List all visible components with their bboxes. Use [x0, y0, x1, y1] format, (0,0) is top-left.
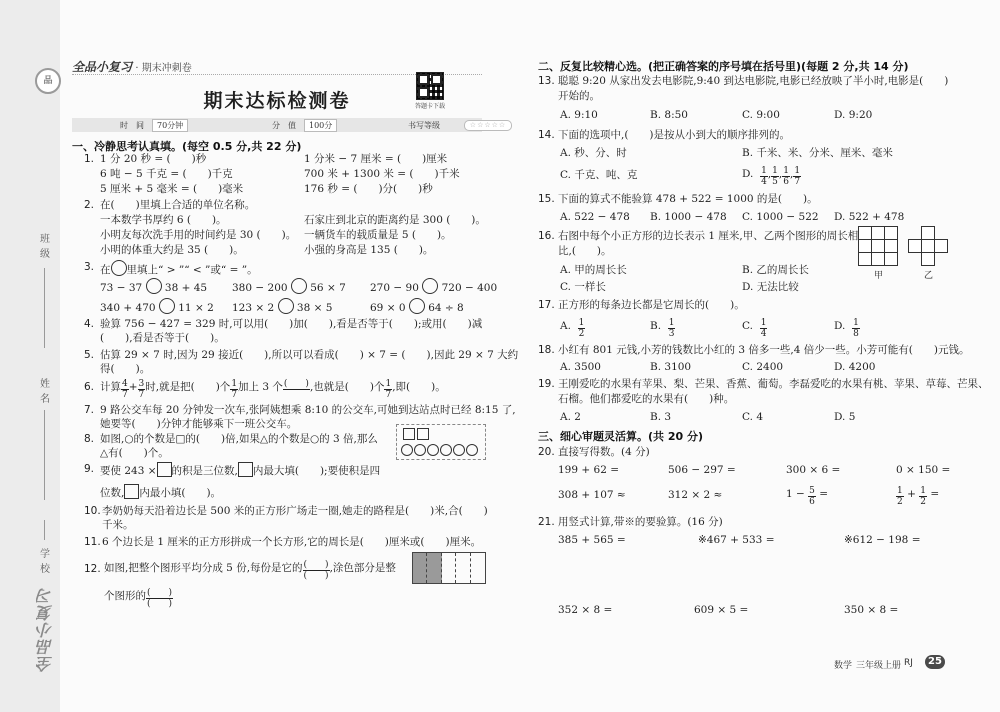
- score-label: 分 值: [272, 121, 296, 130]
- q12-b: 个图形的 $\frac{( )}{( )}$: [104, 588, 173, 609]
- square-blank-icon: [157, 462, 172, 477]
- q18-opt-b: B. 3100: [650, 361, 692, 373]
- section1-title: 一、冷静思考认真填。(每空 0.5 分,共 22 分): [72, 140, 302, 153]
- q1-f: 176 秒 = ( )分( )秒: [304, 183, 433, 195]
- circle-icon: [401, 444, 413, 456]
- q2-f: 小强的身高是 135 ( )。: [304, 244, 434, 256]
- q16-b: 比,( )。: [558, 245, 612, 257]
- exam-info-bar: [72, 118, 507, 132]
- q7-number: 7.: [84, 404, 95, 416]
- q20-r2-3: $\frac{1}{2}$ + $\frac{1}{2}$ =: [897, 486, 940, 507]
- q5-b: 得( )。: [100, 363, 151, 375]
- q12-figure: [412, 552, 486, 584]
- square-blank-icon: [238, 462, 253, 477]
- q2-number: 2.: [84, 199, 95, 211]
- q15-number: 15.: [538, 193, 555, 205]
- q19-opt-d: D. 5: [834, 411, 856, 423]
- circle-icon: [414, 444, 426, 456]
- q8-number: 8.: [84, 433, 95, 445]
- q9-a: 要使 243 × 的积是三位数, 内最大填( );要使积是四: [100, 462, 380, 478]
- q16-figure-yi-label: 乙: [924, 271, 934, 281]
- time-label: 时 间: [120, 121, 144, 130]
- q13-a: 聪聪 9:20 从家出发去电影院,9:40 到达电影院,电影已经放映了半小时,电影是( ): [558, 75, 949, 87]
- q21-number: 21.: [538, 516, 555, 528]
- grade-label: 书写等级: [408, 121, 440, 130]
- q10-number: 10.: [84, 505, 101, 517]
- q7-a: 9 路公交车每 20 分钟发一次车,张阿姨想乘 8:10 的公交车,可她到达站点时已经 8:15 了,: [100, 404, 516, 416]
- circle-blank-icon: [422, 278, 438, 294]
- q3-number: 3.: [84, 261, 95, 273]
- q16-opt-d: D. 无法比较: [742, 281, 799, 293]
- exam-title: 期末达标检测卷: [203, 90, 351, 112]
- q21-r2-0: 352 × 8 =: [558, 604, 613, 616]
- q8-a: 如图,○的个数是□的( )倍,如果△的个数是○的 3 倍,那么: [100, 433, 378, 445]
- circle-blank-icon: [278, 298, 294, 314]
- q17-opt-c: C. $\frac{1}{4}$: [742, 318, 767, 339]
- q21-a: 用竖式计算,带※的要验算。(16 分): [558, 516, 723, 528]
- q15-opt-a: A. 522 − 478: [560, 211, 630, 223]
- q16-a: 右图中每个小正方形的边长表示 1 厘米,甲、乙两个图形的周长相: [558, 230, 859, 242]
- writing-grade-stars-icon: ☆☆☆☆☆: [464, 120, 512, 131]
- q19-opt-a: A. 2: [560, 411, 581, 423]
- q19-number: 19.: [538, 378, 555, 390]
- logo-badge: 品: [35, 68, 61, 94]
- score-value: 100分: [304, 119, 337, 132]
- q19-opt-b: B. 3: [650, 411, 672, 423]
- q8-figure: [396, 424, 486, 460]
- q20-r1-3: 0 × 150 =: [896, 464, 951, 476]
- q2-lead: 在( )里填上合适的单位名称。: [100, 199, 256, 211]
- q17-opt-d: D. $\frac{1}{8}$: [834, 318, 859, 339]
- q12-number: 12.: [84, 563, 101, 575]
- q2-e: 小明的体重大约是 35 ( )。: [100, 244, 244, 256]
- side-class-line: [44, 268, 45, 348]
- q1-number: 1.: [84, 153, 95, 165]
- q21-r1-1: ※467 + 533 =: [698, 534, 775, 546]
- q3-lead: 在 里填上“ > ”“ < ”或“ = ”。: [100, 260, 258, 277]
- q3-row2b: 123 × 2 38 × 5: [232, 298, 332, 315]
- q5-number: 5.: [84, 349, 95, 361]
- q6-number: 6.: [84, 381, 95, 393]
- circle-icon: [440, 444, 452, 456]
- q20-r1-0: 199 + 62 =: [558, 464, 620, 476]
- q19-b: 石榴。他们都爱吃的水果有( )种。: [558, 393, 735, 405]
- q1-c: 6 吨 − 5 千克 = ( )千克: [100, 168, 233, 180]
- side-name-line: [44, 410, 45, 500]
- q14-number: 14.: [538, 129, 555, 141]
- square-icon: [403, 428, 415, 440]
- q2-a: 一本数学书厚约 6 ( )。: [100, 214, 227, 226]
- q3-row2a: 340 + 470 11 × 2: [100, 298, 214, 315]
- q8-b: △有( )个。: [100, 447, 169, 459]
- footer-edition: RJ: [904, 658, 913, 668]
- q2-b: 石家庄到北京的距离约是 300 ( )。: [304, 214, 486, 226]
- q20-r2-1: 312 × 2 ≈: [668, 489, 723, 501]
- q15-a: 下面的算式不能验算 478 + 522 = 1000 的是( )。: [558, 193, 818, 205]
- q14-opt-d: D. $\frac{1}{4}$ , $\frac{1}{5}$ , $\frac{1}{6}$ , $\frac{1}{7}$: [742, 166, 801, 187]
- q4-number: 4.: [84, 318, 95, 330]
- q16-number: 16.: [538, 230, 555, 242]
- q18-a: 小红有 801 元钱,小芳的钱数比小红的 3 倍多一些,4 倍少一些。小芳可能有( )元钱。: [558, 344, 970, 356]
- circle-blank-icon: [291, 278, 307, 294]
- header-subtitle: · 期末冲刺卷: [135, 63, 192, 74]
- q6-text: 计算 $\frac{4}{7}$ + $\frac{3}{7}$ 时,就是把( )个 $\frac{1}{7}$ 加上 3 个 ( ) ,也就是( )个 $\frac{1}{7}$ ,即( )。: [100, 379, 446, 400]
- circle-blank-icon: [146, 278, 162, 294]
- q13-opt-a: A. 9:10: [560, 109, 598, 121]
- q11-number: 11.: [84, 536, 101, 548]
- circle-blank-icon: [159, 298, 175, 314]
- binding-margin: [0, 0, 60, 712]
- q16-opt-b: B. 乙的周长长: [742, 264, 809, 276]
- q20-r2-2: 1 − $\frac{5}{6}$ =: [786, 486, 829, 507]
- q14-opt-a: A. 秒、分、时: [560, 147, 627, 159]
- q14-opt-b: B. 千米、米、分米、厘米、毫米: [742, 147, 893, 159]
- qr-code-icon: [416, 72, 444, 100]
- circle-icon: [427, 444, 439, 456]
- circle-icon: [453, 444, 465, 456]
- q16-figure-yi: [908, 226, 948, 266]
- side-class-label: 班级: [40, 234, 50, 260]
- section2-title: 二、反复比较精心选。(把正确答案的序号填在括号里)(每题 2 分,共 14 分): [538, 60, 909, 73]
- q7-b: 她要等( )分钟才能够乘下一班公交车。: [100, 418, 298, 430]
- q21-r1-0: 385 + 565 =: [558, 534, 626, 546]
- page-number: 25: [925, 655, 945, 669]
- section3-title: 三、细心审题灵活算。(共 20 分): [538, 430, 704, 443]
- footer-subject: 数学: [834, 661, 853, 671]
- qr-caption: 答题卡下载: [414, 103, 445, 110]
- circle-icon: [466, 444, 478, 456]
- q14-opt-c: C. 千克、吨、克: [560, 169, 638, 181]
- q2-d: 一辆货车的载质量是 5 ( )。: [304, 229, 452, 241]
- q21-r2-2: 350 × 8 =: [844, 604, 899, 616]
- q13-b: 开始的。: [558, 90, 600, 102]
- brand-logo-text: 全品小复习: [72, 60, 133, 74]
- side-school-line: [44, 520, 45, 540]
- q16-opt-c: C. 一样长: [560, 281, 606, 293]
- circle-blank-icon: [111, 260, 127, 276]
- q19-opt-c: C. 4: [742, 411, 764, 423]
- q18-opt-d: D. 4200: [834, 361, 876, 373]
- q13-opt-b: B. 8:50: [650, 109, 688, 121]
- q20-a: 直接写得数。(4 分): [558, 446, 650, 458]
- q3-row2c: 69 × 0 64 ÷ 8: [370, 298, 464, 315]
- q9-number: 9.: [84, 463, 95, 475]
- time-value: 70分钟: [152, 119, 188, 132]
- side-school-label: 学校: [40, 549, 50, 575]
- side-name-label: 姓名: [40, 379, 50, 405]
- q21-r1-2: ※612 − 198 =: [844, 534, 921, 546]
- q1-d: 700 米 + 1300 米 = ( )千米: [304, 168, 460, 180]
- square-icon: [417, 428, 429, 440]
- q20-r1-2: 300 × 6 =: [786, 464, 841, 476]
- square-blank-icon: [124, 484, 139, 499]
- q17-number: 17.: [538, 299, 555, 311]
- q16-figure-jia: [858, 226, 898, 266]
- q2-c: 小明友每次洗手用的时间约是 30 ( )。: [100, 229, 297, 241]
- q13-opt-d: D. 9:20: [834, 109, 873, 121]
- q3-row1c: 270 − 90 720 − 400: [370, 278, 497, 295]
- q3-row1a: 73 − 37 38 + 45: [100, 278, 207, 295]
- q12-a: 如图,把整个图形平均分成 5 份,每份是它的 $\frac{( )}{( )}$ ,涂色部分是整: [104, 560, 396, 581]
- q20-number: 20.: [538, 446, 555, 458]
- q15-opt-c: C. 1000 − 522: [742, 211, 819, 223]
- q15-opt-d: D. 522 + 478: [834, 211, 905, 223]
- q16-figure-jia-label: 甲: [874, 271, 884, 281]
- q1-a: 1 分 20 秒 = ( )秒: [100, 153, 207, 165]
- q4-b: ( ),看是否等于( )。: [100, 332, 225, 344]
- q21-r2-1: 609 × 5 =: [694, 604, 749, 616]
- q16-opt-a: A. 甲的周长长: [560, 264, 627, 276]
- q11-a: 6 个边长是 1 厘米的正方形拼成一个长方形,它的周长是( )厘米或( )厘米。: [102, 536, 482, 548]
- q18-opt-c: C. 2400: [742, 361, 784, 373]
- q19-a: 王刚爱吃的水果有苹果、梨、芒果、香蕉、葡萄。李磊爱吃的水果有桃、苹果、草莓、芒果、: [558, 378, 989, 390]
- q1-e: 5 厘米 + 5 毫米 = ( )毫米: [100, 183, 244, 195]
- q10-a: 李奶奶每天沿着边长是 500 米的正方形广场走一圈,她走的路程是( )米,合( ): [102, 505, 488, 517]
- circle-blank-icon: [409, 298, 425, 314]
- q14-a: 下面的选项中,( )是按从小到大的顺序排列的。: [558, 129, 791, 141]
- q15-opt-b: B. 1000 − 478: [650, 211, 727, 223]
- q3-row1b: 380 − 200 56 × 7: [232, 278, 346, 295]
- q17-opt-a: A. $\frac{1}{2}$: [560, 318, 585, 339]
- q18-number: 18.: [538, 344, 555, 356]
- q4-a: 验算 756 − 427 = 329 时,可以用( )加( ),看是否等于( );或用( )减: [100, 318, 483, 330]
- q13-number: 13.: [538, 75, 555, 87]
- q20-r2-0: 308 + 107 ≈: [558, 489, 626, 501]
- footer-grade: 三年级上册: [856, 661, 902, 671]
- q13-opt-c: C. 9:00: [742, 109, 780, 121]
- q1-b: 1 分米 − 7 厘米 = ( )厘米: [304, 153, 448, 165]
- q17-opt-b: B. $\frac{1}{3}$: [650, 318, 675, 339]
- q10-b: 千米。: [102, 519, 134, 531]
- q17-a: 正方形的每条边长都是它周长的( )。: [558, 299, 745, 311]
- q18-opt-a: A. 3500: [560, 361, 601, 373]
- side-brand-logo: 全品小复习: [36, 587, 55, 673]
- q9-b: 位数, 内最小填( )。: [100, 484, 221, 500]
- q5-a: 估算 29 × 7 时,因为 29 接近( ),所以可以看成( ) × 7 = ( ),因此 29 × 7 大约: [100, 349, 519, 361]
- q20-r1-1: 506 − 297 =: [668, 464, 736, 476]
